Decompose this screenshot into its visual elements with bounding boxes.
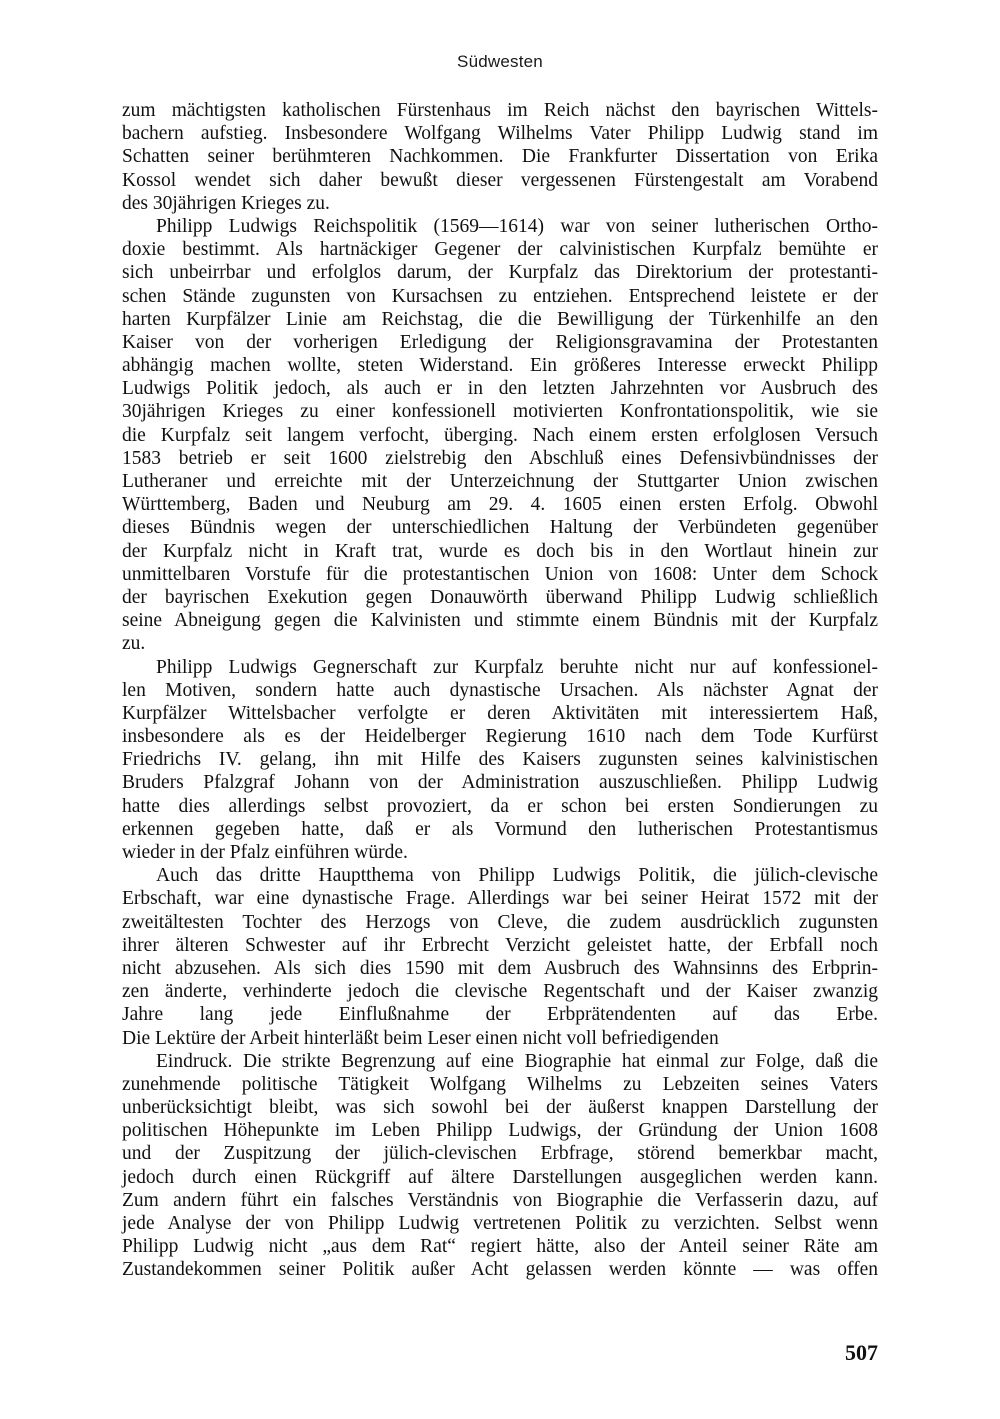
- text-line: dieses Bündnis wegen der unterschiedlichen Haltung der Verbündeten gegenüber: [122, 517, 878, 539]
- text-line: der Kurpfalz nicht in Kraft trat, wurde es doch bis in den Wortlaut hinein zur: [122, 540, 878, 562]
- page-number: 507: [845, 1340, 878, 1365]
- text-line: 1583 betrieb er seit 1600 zielstrebig den Abschluß eines Defensivbündnisses der: [122, 447, 878, 469]
- text-line: Erbschaft, war eine dynastische Frage. Allerdings war bei seiner Heirat 1572 mit der: [122, 888, 878, 910]
- text-line: Jahre lang jede Einflußnahme der Erbprätendenten auf das Erbe.: [122, 1004, 878, 1026]
- text-line: jede Analyse der von Philipp Ludwig vertretenen Politik zu verzichten. Selbst wenn: [122, 1213, 878, 1234]
- text-line: zen änderte, verhinderte jedoch die clevische Regentschaft und der Kaiser zwanzig: [122, 981, 878, 1003]
- text-line: insbesondere als es der Heidelberger Regierung 1610 nach dem Tode Kurfürst: [122, 726, 878, 748]
- text-line: Friedrichs IV. gelang, ihn mit Hilfe des Kaisers zugunsten seines kalvinistischen: [122, 749, 878, 771]
- text-line: Württemberg, Baden und Neuburg am 29. 4. 1605 einen ersten Erfolg. Obwohl: [122, 494, 878, 516]
- text-line: bachern aufstieg. Insbesondere Wolfgang Wilhelms Vater Philipp Ludwig stand im: [122, 123, 878, 145]
- text-line: unmittelbaren Vorstufe für die protestantischen Union von 1608: Unter dem Schock: [122, 563, 878, 585]
- text-line: und der Zuspitzung der jülich-clevischen Erbfrage, störend bemerkbar macht,: [122, 1143, 878, 1165]
- text-line: len Motiven, sondern hatte auch dynastische Ursachen. Als nächster Agnat der: [122, 679, 878, 701]
- text-line: Lutheraner und erreichte mit der Unterzeichnung der Stuttgarter Union zwischen: [122, 471, 878, 492]
- text-line: hatte dies allerdings selbst provoziert, da er schon bei ersten Sondierungen zu: [122, 795, 878, 817]
- text-line: schen Stände zugunsten von Kursachsen zu entziehen. Entsprechend leistete er der: [122, 285, 878, 307]
- text-line: Zustandekommen seiner Politik außer Acht gelassen werden könnte — was offen: [122, 1259, 878, 1281]
- text-line: zunehmende politische Tätigkeit Wolfgang Wilhelms zu Lebzeiten seines Vaters: [122, 1073, 878, 1095]
- text-line: Bruders Pfalzgraf Johann von der Administration auszuschließen. Philipp Ludwig: [122, 772, 878, 794]
- paragraph-start-line: Philipp Ludwigs Gegnerschaft zur Kurpfalz beruhte nicht nur auf konfessionel-: [156, 656, 878, 678]
- text-line: Philipp Ludwig nicht „aus dem Rat“ regiert hätte, also der Anteil seiner Räte am: [122, 1236, 878, 1258]
- text-line: Zum andern führt ein falsches Verständnis von Biographie die Verfasserin dazu, auf: [122, 1189, 878, 1211]
- text-line: unberücksichtigt bleibt, was sich sowohl bei der äußerst knappen Darstellung der: [122, 1097, 878, 1119]
- paragraph-start-line: Philipp Ludwigs Reichspolitik (1569—1614) war von seiner lutherischen Ortho-: [156, 215, 878, 237]
- text-line: seine Abneigung gegen die Kalvinisten und stimmte einem Bündnis mit der Kurpfalz: [122, 610, 878, 632]
- text-line: erkennen gegeben hatte, daß er als Vormund den lutherischen Protestantismus: [122, 818, 878, 840]
- text-line: wieder in der Pfalz einführen würde.: [122, 842, 408, 863]
- text-line: [122, 1282, 878, 1305]
- text-line: der bayrischen Exekution gegen Donauwörth überwand Philipp Ludwig schließlich: [122, 586, 878, 608]
- text-line: 30jährigen Krieges zu einer konfessionell motivierten Konfrontationspolitik, wie sie: [122, 401, 878, 423]
- text-line: die Kurpfalz seit langem verfocht, überging. Nach einem ersten erfolglosen Versuch: [122, 424, 878, 446]
- text-line: Ludwigs Politik jedoch, als auch er in den letzten Jahrzehnten vor Ausbruch des: [122, 378, 878, 400]
- paragraph-start-line: Eindruck. Die strikte Begrenzung auf eine Biographie hat einmal zur Folge, daß die: [156, 1050, 878, 1072]
- text-line: zu.: [122, 633, 146, 655]
- paragraph-start-line: Auch das dritte Hauptthema von Philipp Ludwigs Politik, die jülich-clevische: [156, 865, 878, 887]
- text-line: nicht abzusehen. Als sich dies 1590 mit dem Ausbruch des Wahnsinns des Erbprin-: [122, 957, 878, 979]
- text-line: doxie bestimmt. Als hartnäckiger Gegener der calvinistischen Kurpfalz bemühte er: [122, 239, 878, 261]
- text-line: Die Lektüre der Arbeit hinterläßt beim Leser einen nicht voll befriedigenden: [122, 1027, 719, 1049]
- text-line: jedoch durch einen Rückgriff auf ältere Darstellungen ausgeglichen werden kann.: [122, 1166, 878, 1188]
- text-line: Kaiser von der vorherigen Erledigung der Religionsgravamina der Protestanten: [122, 331, 878, 353]
- text-line: ihrer älteren Schwester auf ihr Erbrecht Verzicht geleistet hatte, der Erbfall noch: [122, 934, 878, 956]
- text-line: zweitältesten Tochter des Herzogs von Cleve, die zudem ausdrücklich zugunsten: [122, 911, 878, 933]
- text-line: Kurpfälzer Wittelsbacher verfolgte er deren Aktivitäten mit interessiertem Haß,: [122, 702, 878, 724]
- text-line: politischen Höhepunkte im Leben Philipp Ludwigs, der Gründung der Union 1608: [122, 1120, 878, 1142]
- text-line: harten Kurpfälzer Linie am Reichstag, die die Bewilligung der Türkenhilfe an den: [122, 308, 878, 330]
- body-text: [122, 99, 878, 1305]
- text-line: abhängig machen wollte, steten Widerstand. Ein größeres Interesse erweckt Philipp: [122, 355, 878, 377]
- text-line: Kossol wendet sich daher bewußt dieser vergessenen Fürstengestalt am Vorabend: [122, 169, 878, 191]
- running-head: Südwesten: [457, 52, 543, 71]
- text-line: zum mächtigsten katholischen Fürstenhaus im Reich nächst den bayrischen Wittels-: [122, 100, 878, 121]
- text-line: Schatten seiner berühmteren Nachkommen. Die Frankfurter Dissertation von Erika: [122, 146, 878, 168]
- text-line: sich unbeirrbar und erfolglos darum, der Kurpfalz das Direktorium der protestanti-: [122, 262, 878, 284]
- text-line: des 30jährigen Krieges zu.: [122, 192, 330, 214]
